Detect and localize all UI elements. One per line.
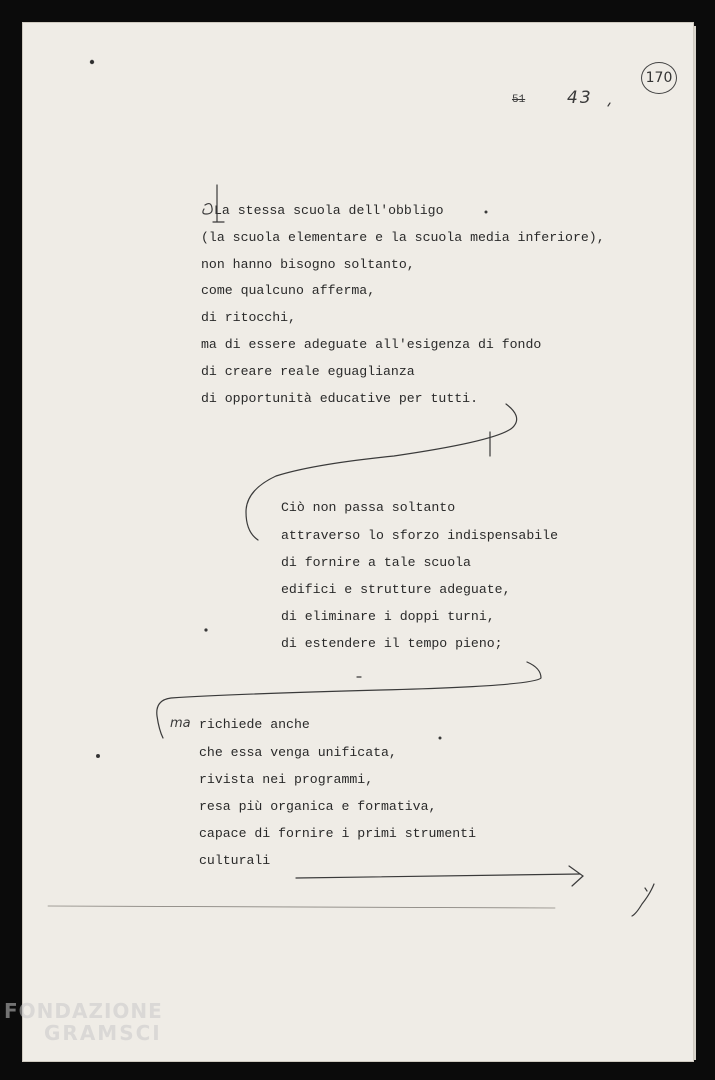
text-line: ma di essere adeguate all'esigenza di fondo [201, 337, 542, 352]
text-line: di ritocchi, [201, 310, 296, 325]
text-line: come qualcuno afferma, [201, 283, 376, 298]
text-line: di estendere il tempo pieno; [281, 636, 503, 651]
watermark-line-2: GRAMSCI [44, 1021, 162, 1045]
text-line: di fornire a tale scuola [281, 555, 471, 570]
text-line: rivista nei programmi, [199, 772, 374, 787]
text-line: capace di fornire i primi strumenti [199, 826, 476, 841]
text-line: resa più organica e formativa, [199, 799, 437, 814]
text-line: che essa venga unificata, [199, 745, 397, 760]
text-line: attraverso lo sforzo indispensabile [281, 528, 558, 543]
text-line: La stessa scuola dell'obbligo [214, 203, 444, 218]
text-line: di creare reale eguaglianza [201, 364, 415, 379]
text-line: Ciò non passa soltanto [281, 500, 456, 515]
handwritten-insert: ma [170, 716, 191, 731]
archive-page-number: 170 [641, 62, 677, 94]
text-line: di opportunità educative per tutti. [201, 391, 478, 406]
text-line: non hanno bisogno soltanto, [201, 257, 415, 272]
text-line: edifici e strutture adeguate, [281, 582, 511, 597]
fondazione-gramsci-watermark [4, 1000, 163, 1044]
watermark-line-1: FONDAZIONE [4, 999, 163, 1023]
text-line: (la scuola elementare e la scuola media inferiore), [201, 230, 605, 245]
handwritten-page-number: 43 [567, 88, 593, 108]
text-line: culturali [199, 853, 271, 868]
text-line: di eliminare i doppi turni, [281, 609, 495, 624]
struck-page-number: 51 [512, 94, 526, 106]
text-line: richiede anche [199, 717, 310, 732]
